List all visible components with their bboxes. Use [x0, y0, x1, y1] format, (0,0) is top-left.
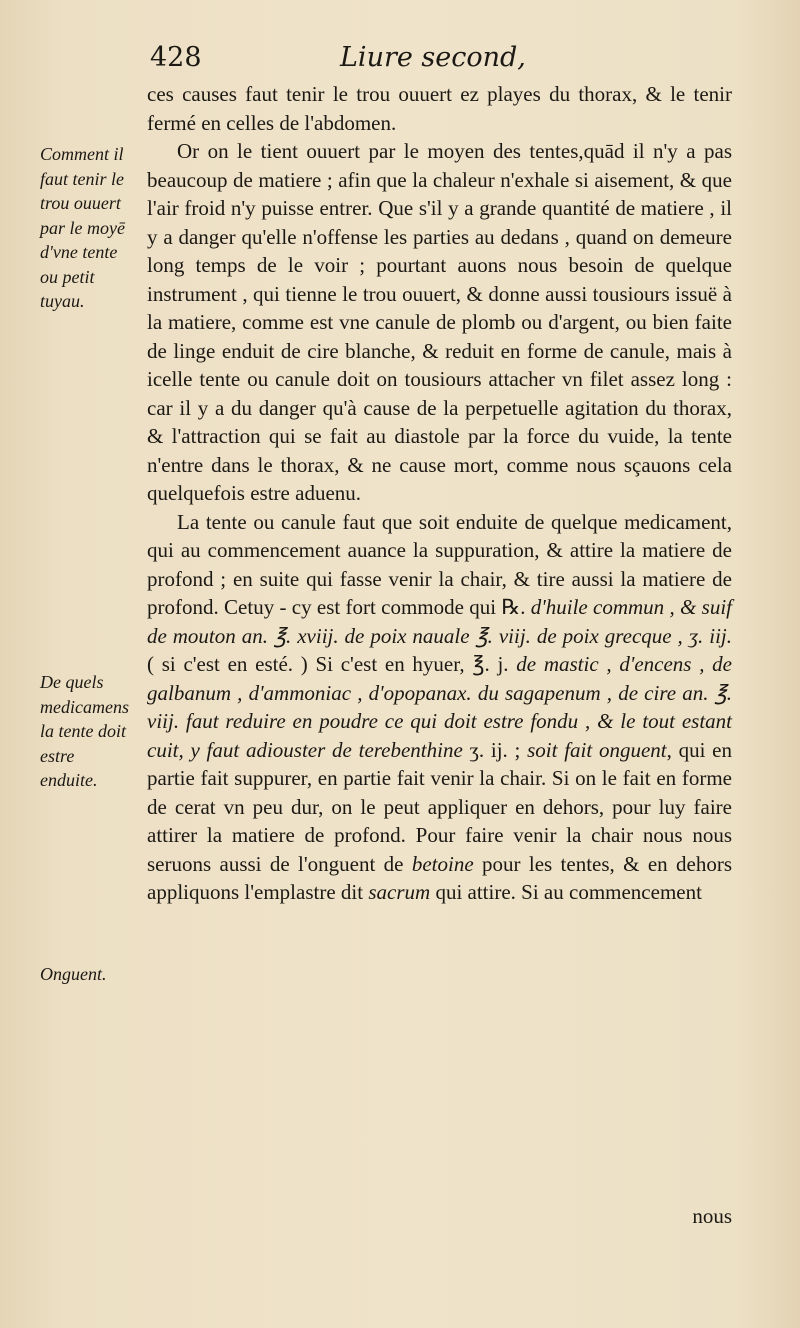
- margin-note-medicamens: De quels medicamens la tente doit estre enduite.: [40, 672, 129, 790]
- running-title: Liure second,: [340, 42, 526, 73]
- recipe-part-1: d'huile commun , & suif de mouton an. ℥. xviij. de poix naual: [147, 595, 732, 648]
- paragraph-3: [147, 508, 732, 907]
- recipe-part-2: e ℥. viij. de poix grecque , ʒ. iij.: [460, 623, 732, 648]
- recipe-sacrum: sacrum: [368, 880, 431, 904]
- recipe-text-3: , qui en partie fait suppurer, en partie fait venir la chair. Si on le fait en forme de cerat vn peu dur, on le peut appliquer en dehors, pour luy faire attirer la matiere de profond. Pour faire venir la chair nous nous seruons aussi de l'onguent de: [147, 737, 733, 876]
- margin-note-onguent: Onguent.: [40, 964, 107, 984]
- catchword: nous: [692, 1204, 732, 1228]
- recipe-betoine: betoine: [411, 851, 474, 876]
- running-header: [150, 40, 710, 76]
- recipe-symbol: ℞.: [501, 595, 526, 619]
- main-text: [147, 80, 732, 907]
- margin-note-comment: Comment il faut tenir le trou ouuert par le moyē d'vne tente ou petit tuyau.: [40, 144, 125, 311]
- page-number: 428: [150, 42, 202, 73]
- recipe-text-2: ʒ. ij. ;: [462, 737, 528, 762]
- recipe-part-3: de mastic , d'encens , de galbanum , d'ammoniac , d'opopanax. du sagapenum , de cire an. ℥. viij. faut reduire en poudre ce qui doit estre fondu , & le tout estant cuit, y faut adiouster de terebenthine: [147, 652, 732, 762]
- recipe-text-4: pour les tentes, & en dehors appliquons l'emplastre dit: [147, 851, 732, 904]
- paragraph-3-text: La tente ou canule faut que soit enduite de quelque medicament, qui au commencement auance la suppuration, & attire la matiere de profond ; en suite qui fasse venir la chair, & tire aussi la matiere de profond. Cetuy - cy est fort commode qui: [147, 509, 732, 619]
- recipe-part-4: soit fait onguent: [527, 737, 667, 762]
- paragraph-1: ces causes faut tenir le trou ouuert ez playes du thorax, & le tenir fermé en celles de l'abdomen.: [147, 82, 732, 135]
- recipe-text-5: qui attire. Si au commencement: [430, 880, 702, 904]
- paragraph-2: Or on le tient ouuert par le moyen des tentes,quād il n'y a pas beaucoup de matiere ; afin que la chaleur n'exhale si aisement, & que l'air froid n'y puisse entrer. Que s'il y a grande quantité de matiere , il y a danger qu'elle n'offense les parties au dedans , quand on demeure long temps de le voir ; pourtant auons nous besoin de quelque instrument , qui tienne le trou ouuert, & donne aussi tousiours issuë à la matiere, comme est vne canule de plomb ou d'argent, ou bien faite de linge enduit de cire blanche, & reduit en forme de canule, mais à icelle tente ou canule doit on tousiours attacher vn filet assez long : car il y a du danger qu'à cause de la perpetuelle agitation du thorax, & l'attraction qui se fait au diastole par la force du vuide, la tente n'entre dans le thorax, & ne cause mort, comme nous sçauons cela quelquefois estre aduenu.: [147, 139, 732, 505]
- recipe-text-1: ( si c'est en esté. ) Si c'est en hyuer, ℥. j.: [147, 652, 517, 676]
